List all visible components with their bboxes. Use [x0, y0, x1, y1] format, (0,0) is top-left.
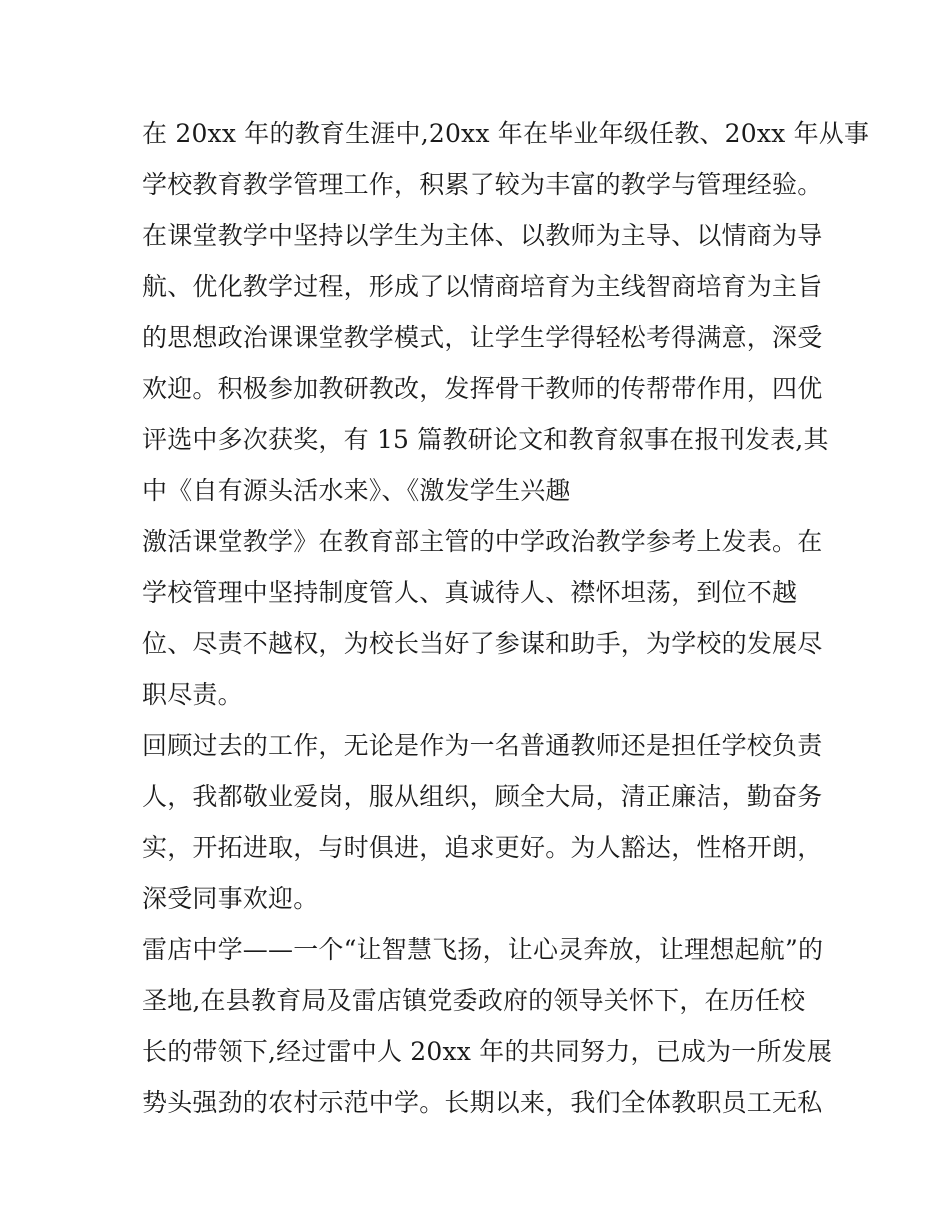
- text-line: 雷店中学——一个“让智慧飞扬，让心灵奔放，让理想起航”的: [142, 935, 824, 964]
- text-line: 欢迎。积极参加教研教改，发挥骨干教师的传帮带作用，四优: [142, 374, 823, 403]
- text-line: 学校管理中坚持制度管人、真诚待人、襟怀坦荡，到位不越: [142, 578, 798, 607]
- text-line: 在 20xx 年的教育生涯中,20xx 年在毕业年级任教、20xx 年从事: [142, 119, 870, 148]
- text-line: 人，我都敬业爱岗，服从组织，顾全大局，清正廉洁，勤奋务: [142, 782, 823, 811]
- body-text: [142, 108, 870, 1128]
- text-line: 位、尽责不越权，为校长当好了参谋和助手，为学校的发展尽: [142, 629, 823, 658]
- text-line: 激活课堂教学》在教育部主管的中学政治教学参考上发表。在: [142, 527, 823, 556]
- text-line: 评选中多次获奖，有 15 篇教研论文和教育叙事在报刊发表,其: [142, 425, 829, 454]
- text-line: 的思想政治课课堂教学模式，让学生学得轻松考得满意，深受: [142, 323, 823, 352]
- text-line: 学校教育教学管理工作，积累了较为丰富的教学与管理经验。: [142, 170, 823, 199]
- text-line: 深受同事欢迎。: [142, 884, 319, 913]
- text-line: 圣地,在县教育局及雷店镇党委政府的领导关怀下，在历任校: [142, 986, 806, 1015]
- text-line: 长的带领下,经过雷中人 20xx 年的共同努力，已成为一所发展: [142, 1037, 833, 1066]
- text-line: 在课堂教学中坚持以学生为主体、以教师为主导、以情商为导: [142, 221, 823, 250]
- text-line: 实，开拓进取，与时俱进，追求更好。为人豁达，性格开朗，: [142, 833, 823, 862]
- text-line: 职尽责。: [142, 680, 243, 709]
- text-line: 中《自有源头活水来》、《激发学生兴趣: [142, 476, 571, 505]
- text-line: 回顾过去的工作，无论是作为一名普通教师还是担任学校负责: [142, 731, 823, 760]
- text-line: 航、优化教学过程，形成了以情商培育为主线智商培育为主旨: [142, 272, 823, 301]
- text-line: 势头强劲的农村示范中学。长期以来，我们全体教职员工无私: [142, 1088, 823, 1117]
